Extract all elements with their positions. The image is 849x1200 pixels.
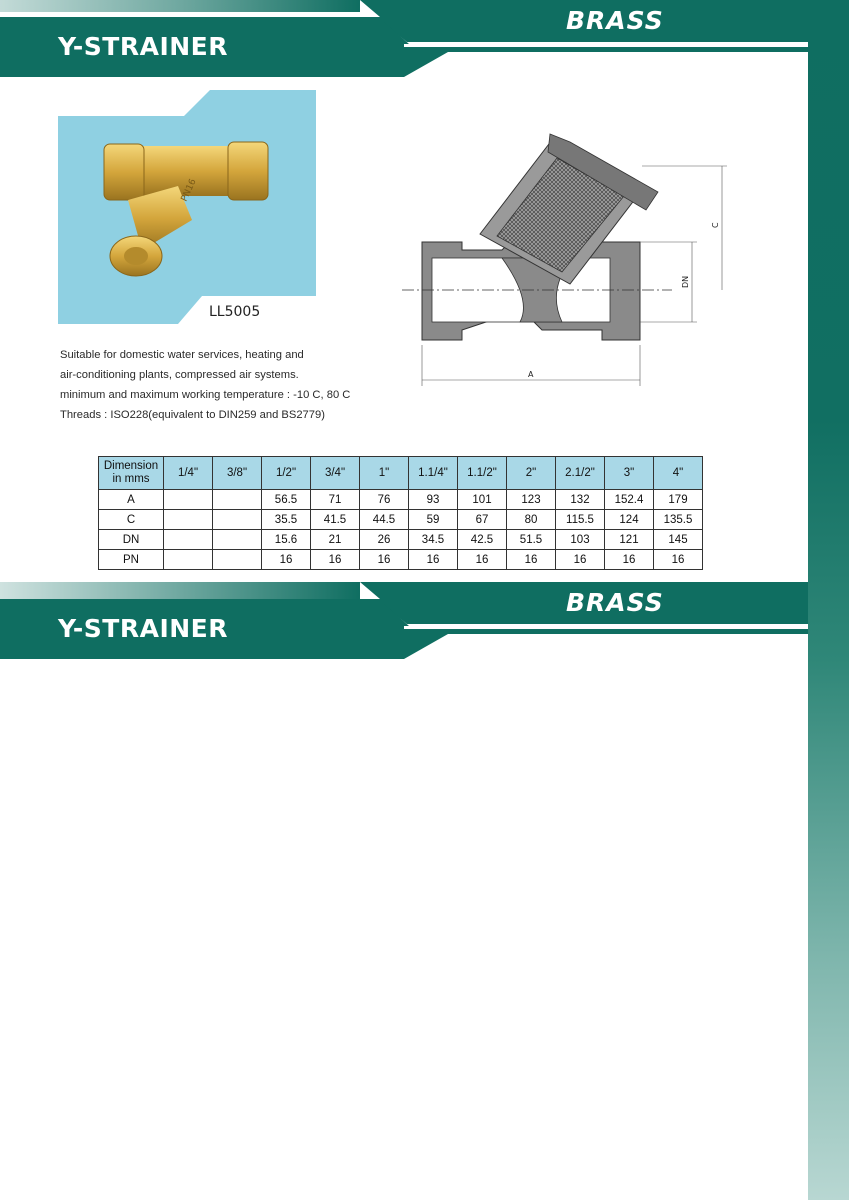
row-label: PN <box>99 550 164 570</box>
table-row <box>99 510 703 530</box>
description-line: minimum and maximum working temperature : -10 C, 80 C <box>60 389 351 401</box>
table-cell: 59 <box>409 510 458 530</box>
technical-drawing <box>402 130 742 390</box>
table-cell: 16 <box>409 550 458 570</box>
table-cell <box>213 550 262 570</box>
row-label: DN <box>99 530 164 550</box>
table-corner-header <box>99 457 164 490</box>
table-cell: 51.5 <box>507 530 556 550</box>
table-row <box>99 550 703 570</box>
table-cell: 71 <box>311 490 360 510</box>
product-photo <box>58 90 316 326</box>
page-title: Y-STRAINER <box>58 32 229 61</box>
size-header: 4" <box>654 457 703 490</box>
second-page-title: Y-STRAINER <box>58 614 229 643</box>
table-cell: 41.5 <box>311 510 360 530</box>
product-model: LL5005 <box>209 304 261 320</box>
table-cell: 16 <box>507 550 556 570</box>
table-cell: 93 <box>409 490 458 510</box>
size-header: 3" <box>605 457 654 490</box>
table-cell: 16 <box>311 550 360 570</box>
table-cell <box>164 530 213 550</box>
brand-label: BRASS <box>566 6 664 35</box>
table-cell: 16 <box>458 550 507 570</box>
table-cell: 179 <box>654 490 703 510</box>
table-row <box>99 530 703 550</box>
table-cell: 152.4 <box>605 490 654 510</box>
row-label: C <box>99 510 164 530</box>
table-cell: 16 <box>654 550 703 570</box>
table-cell <box>164 550 213 570</box>
table-cell: 124 <box>605 510 654 530</box>
table-cell: 67 <box>458 510 507 530</box>
dimensions-table <box>98 456 703 570</box>
size-header: 3/8" <box>213 457 262 490</box>
table-cell: 76 <box>360 490 409 510</box>
table-cell <box>213 490 262 510</box>
size-header: 1.1/4" <box>409 457 458 490</box>
table-cell: 56.5 <box>262 490 311 510</box>
table-cell: 16 <box>556 550 605 570</box>
product-description <box>60 345 350 425</box>
table-cell: 21 <box>311 530 360 550</box>
svg-text:PN16: PN16 <box>179 177 199 204</box>
table-row <box>99 490 703 510</box>
table-cell <box>164 490 213 510</box>
table-cell: 132 <box>556 490 605 510</box>
table-cell <box>213 530 262 550</box>
size-header: 1/4" <box>164 457 213 490</box>
corner-line: Dimension <box>103 460 159 472</box>
table-cell: 35.5 <box>262 510 311 530</box>
table-cell: 145 <box>654 530 703 550</box>
description-line: Threads : ISO228(equivalent to DIN259 and BS2779) <box>60 409 325 421</box>
size-header: 2" <box>507 457 556 490</box>
table-cell: 103 <box>556 530 605 550</box>
row-label: A <box>99 490 164 510</box>
table-cell: 101 <box>458 490 507 510</box>
size-header: 2.1/2" <box>556 457 605 490</box>
table-cell: 44.5 <box>360 510 409 530</box>
size-header: 1" <box>360 457 409 490</box>
size-header: 3/4" <box>311 457 360 490</box>
table-cell: 34.5 <box>409 530 458 550</box>
table-header-row <box>99 457 703 490</box>
table-cell: 16 <box>605 550 654 570</box>
table-cell: 16 <box>262 550 311 570</box>
dimension-label-c: C <box>711 222 720 228</box>
dimension-label-a: A <box>528 370 534 379</box>
table-cell: 16 <box>360 550 409 570</box>
table-cell: 121 <box>605 530 654 550</box>
side-color-strip <box>808 0 849 1200</box>
size-header: 1.1/2" <box>458 457 507 490</box>
size-header: 1/2" <box>262 457 311 490</box>
table-cell: 80 <box>507 510 556 530</box>
table-cell: 26 <box>360 530 409 550</box>
top-banner <box>0 0 808 80</box>
table-cell: 123 <box>507 490 556 510</box>
table-cell: 135.5 <box>654 510 703 530</box>
table-cell <box>213 510 262 530</box>
table-cell: 15.6 <box>262 530 311 550</box>
table-cell <box>164 510 213 530</box>
table-cell: 115.5 <box>556 510 605 530</box>
dimension-label-dn: DN <box>681 275 690 288</box>
description-line: Suitable for domestic water services, heating and <box>60 349 304 361</box>
second-banner <box>0 582 808 662</box>
second-brand-label: BRASS <box>566 588 664 617</box>
description-line: air-conditioning plants, compressed air systems. <box>60 369 299 381</box>
corner-line: in mms <box>112 473 150 485</box>
table-cell: 42.5 <box>458 530 507 550</box>
